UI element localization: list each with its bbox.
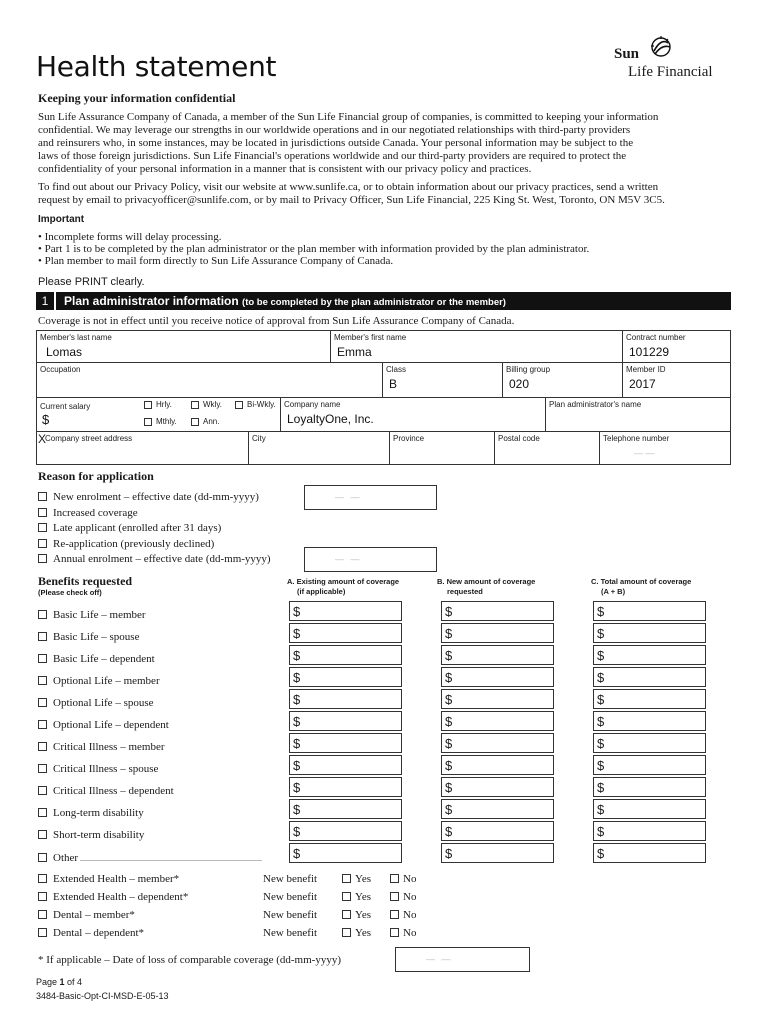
benefit-label: Critical Illness – spouse (53, 763, 159, 775)
currency-symbol: $ (293, 736, 301, 751)
coverage-notice: Coverage is not in effect until you receive notice of approval from Sun Life Assurance Company of Canada. (38, 315, 515, 327)
existing-amount-input[interactable] (289, 821, 402, 841)
benefit-checkbox[interactable] (38, 808, 47, 817)
benefit-item[interactable] (38, 697, 154, 709)
currency-symbol: $ (445, 626, 453, 641)
benefit-item[interactable] (38, 785, 174, 797)
existing-amount-input[interactable] (289, 623, 402, 643)
section-1-header (36, 292, 731, 310)
currency-symbol: $ (597, 692, 605, 707)
currency-symbol: $ (597, 604, 605, 619)
confidential-paragraph-2: To find out about our Privacy Policy, visit our website at www.sunlife.ca, or to obtain information about our privacy practices, send a written request by email to privacyofficer@sunlife.com, or by mail to Privacy Officer, Sun Life Financial, 225 King St. West, Toronto, ON M5V 3C5. (38, 181, 665, 206)
benefit-label: Optional Life – spouse (53, 697, 154, 709)
currency-symbol: $ (293, 846, 301, 861)
section-title: Plan administrator information (to be completed by the plan administrator or the member) (64, 294, 506, 308)
benefit-checkbox[interactable] (38, 742, 47, 751)
benefit-label: Basic Life – member (53, 609, 146, 621)
no-option[interactable] (390, 927, 416, 939)
class-field[interactable]: Class B (382, 362, 503, 398)
footnote-text: * If applicable – Date of loss of comparable coverage (dd-mm-yyyy) (38, 954, 341, 966)
reason-increased-coverage[interactable]: Increased coverage (38, 507, 138, 519)
occupation-field[interactable]: Occupation (36, 362, 383, 398)
yes-option[interactable] (342, 891, 371, 903)
reason-late-applicant[interactable]: Late applicant (enrolled after 31 days) (38, 522, 221, 534)
confidential-heading: Keeping your information confidential (38, 91, 236, 105)
loss-of-coverage-date-input[interactable]: — — (395, 947, 530, 972)
last-name-field[interactable]: Member's last name Lomas (36, 330, 331, 363)
health-checkbox[interactable] (38, 874, 47, 883)
benefits-subheading: (Please check off) (38, 588, 102, 597)
benefit-label: Critical Illness – dependent (53, 785, 174, 797)
benefit-label: Other (53, 852, 79, 864)
health-benefit-label: Dental – dependent* (53, 927, 145, 939)
currency-symbol: $ (293, 604, 301, 619)
benefit-checkbox[interactable] (38, 720, 47, 729)
currency-symbol: $ (597, 736, 605, 751)
province-field[interactable]: Province (389, 431, 495, 465)
reason-annual-enrolment[interactable]: Annual enrolment – effective date (dd-mm-yyyy) (38, 553, 271, 565)
important-heading: Important (38, 214, 85, 225)
health-benefit-label: Dental – member* (53, 909, 135, 921)
logo-line-2: Life Financial (628, 64, 713, 80)
yes-checkbox[interactable] (342, 910, 351, 919)
annual-checkbox[interactable]: Ann. (191, 417, 219, 426)
existing-amount-input[interactable] (289, 843, 402, 863)
currency-symbol: $ (293, 648, 301, 663)
existing-amount-input[interactable] (289, 689, 402, 709)
total-amount-input[interactable] (593, 777, 706, 797)
existing-amount-input[interactable] (289, 755, 402, 775)
benefit-label: Basic Life – dependent (53, 653, 155, 665)
total-amount-input[interactable] (593, 645, 706, 665)
benefit-checkbox[interactable] (38, 830, 47, 839)
benefit-item[interactable] (38, 829, 144, 841)
current-salary-field[interactable]: Current salary $ Hrly. Wkly. Bi-Wkly. Mthly. Ann. (36, 397, 281, 432)
yes-option[interactable] (342, 873, 371, 885)
health-benefit-item[interactable] (38, 873, 179, 885)
currency-symbol: $ (293, 714, 301, 729)
new-amount-input[interactable] (441, 821, 554, 841)
new-amount-input[interactable] (441, 645, 554, 665)
currency-symbol: $ (293, 824, 301, 839)
benefit-checkbox[interactable] (38, 676, 47, 685)
total-amount-input[interactable] (593, 667, 706, 687)
benefit-label: Basic Life – spouse (53, 631, 140, 643)
total-amount-input[interactable] (593, 623, 706, 643)
total-amount-input[interactable] (593, 799, 706, 819)
print-clearly-note: Please PRINT clearly. (38, 276, 145, 288)
other-specify-line[interactable] (80, 851, 262, 861)
no-label: No (403, 891, 417, 903)
confidential-paragraph-1: Sun Life Assurance Company of Canada, a member of the Sun Life Financial group of companies, is committed to keeping your information confidential. We may leverage our strengths in our worldwide operations and in our negotiated relationships with third-party providers and reinsurers who, in some instances, may be located in jurisdictions outside Canada. Your personal information may be subject to the laws of those foreign jurisdictions. Sun Life Financial's operations worldwide and our third-party providers are required to protect the confidentiality of your personal information in a manner that is consistent with our privacy policy and practices. (38, 111, 659, 175)
member-id-field[interactable]: Member ID 2017 (622, 362, 731, 398)
new-amount-input[interactable] (441, 733, 554, 753)
currency-symbol: $ (445, 758, 453, 773)
currency-symbol: $ (597, 802, 605, 817)
new-amount-input[interactable] (441, 777, 554, 797)
existing-amount-input[interactable] (289, 667, 402, 687)
currency-symbol: $ (445, 780, 453, 795)
total-amount-input[interactable] (593, 711, 706, 731)
biweekly-checkbox[interactable]: Bi-Wkly. (235, 400, 276, 409)
yes-checkbox[interactable] (342, 928, 351, 937)
no-label: No (403, 873, 417, 885)
important-bullets: • Incomplete forms will delay processing. • Part 1 is to be completed by the plan administrator or the plan member with information provided by the plan administrator. • Plan member to mail form directly to Sun Life Assurance Company of Canada. (38, 231, 590, 267)
new-amount-input[interactable] (441, 711, 554, 731)
new-benefit-label: New benefit (263, 873, 318, 885)
no-option[interactable] (390, 873, 416, 885)
yes-checkbox[interactable] (342, 874, 351, 883)
yes-option[interactable] (342, 927, 371, 939)
existing-amount-input[interactable] (289, 711, 402, 731)
contract-number-field[interactable]: Contract number 101229 (622, 330, 731, 363)
yes-label: Yes (355, 891, 372, 903)
benefit-checkbox[interactable] (38, 632, 47, 641)
currency-symbol: $ (445, 648, 453, 663)
benefits-heading: Benefits requested (38, 574, 133, 588)
existing-amount-input[interactable] (289, 645, 402, 665)
new-amount-input[interactable] (441, 623, 554, 643)
column-c-header: C. Total amount of coverage (A + B) (591, 577, 692, 596)
currency-symbol: $ (597, 824, 605, 839)
currency-symbol: $ (445, 692, 453, 707)
no-label: No (403, 909, 417, 921)
total-amount-input[interactable] (593, 733, 706, 753)
new-benefit-label: New benefit (263, 909, 318, 921)
yes-option[interactable] (342, 909, 371, 921)
currency-symbol: $ (445, 604, 453, 619)
currency-symbol: $ (597, 648, 605, 663)
total-amount-input[interactable] (593, 843, 706, 863)
currency-symbol: $ (445, 824, 453, 839)
health-checkbox[interactable] (38, 892, 47, 901)
new-enrolment-date-input[interactable]: — — (304, 485, 437, 510)
total-amount-input[interactable] (593, 821, 706, 841)
no-checkbox[interactable] (390, 910, 399, 919)
total-amount-input[interactable] (593, 755, 706, 775)
yes-label: Yes (355, 873, 372, 885)
existing-amount-input[interactable] (289, 601, 402, 621)
section-number: 1 (36, 292, 56, 310)
no-label: No (403, 927, 417, 939)
currency-symbol: $ (597, 714, 605, 729)
column-b-header: B. New amount of coverage requested (437, 577, 536, 596)
no-option[interactable] (390, 891, 416, 903)
currency-symbol: $ (293, 780, 301, 795)
health-benefit-item[interactable] (38, 891, 188, 903)
benefit-label: Optional Life – dependent (53, 719, 169, 731)
reason-new-enrolment[interactable]: New enrolment – effective date (dd-mm-yyyy) (38, 491, 259, 503)
yes-label: Yes (355, 927, 372, 939)
currency-symbol: $ (597, 846, 605, 861)
new-amount-input[interactable] (441, 689, 554, 709)
benefit-item[interactable] (38, 609, 146, 621)
currency-symbol: $ (293, 692, 301, 707)
new-amount-input[interactable] (441, 667, 554, 687)
currency-symbol: $ (445, 802, 453, 817)
benefit-checkbox[interactable] (38, 654, 47, 663)
x-mark: X (38, 432, 47, 446)
yes-checkbox[interactable] (342, 892, 351, 901)
currency-symbol: $ (597, 758, 605, 773)
currency-symbol: $ (293, 626, 301, 641)
page-number: Page 1 of 4 (36, 977, 83, 987)
monthly-checkbox[interactable]: Mthly. (144, 417, 177, 426)
reason-re-application[interactable]: Re-application (previously declined) (38, 538, 214, 550)
currency-symbol: $ (293, 670, 301, 685)
city-field[interactable]: City (248, 431, 390, 465)
health-checkbox[interactable] (38, 910, 47, 919)
benefit-label: Critical Illness – member (53, 741, 165, 753)
existing-amount-input[interactable] (289, 733, 402, 753)
yes-label: Yes (355, 909, 372, 921)
currency-symbol: $ (445, 846, 453, 861)
sun-life-logo (612, 34, 736, 82)
benefit-label: Long-term disability (53, 807, 144, 819)
no-option[interactable] (390, 909, 416, 921)
currency-symbol: $ (293, 802, 301, 817)
currency-symbol: $ (597, 670, 605, 685)
currency-symbol: $ (445, 714, 453, 729)
new-benefit-label: New benefit (263, 927, 318, 939)
no-checkbox[interactable] (390, 928, 399, 937)
existing-amount-input[interactable] (289, 799, 402, 819)
benefit-checkbox[interactable] (38, 698, 47, 707)
benefit-item[interactable] (38, 741, 165, 753)
total-amount-input[interactable] (593, 601, 706, 621)
benefit-item[interactable] (38, 851, 262, 864)
new-amount-input[interactable] (441, 755, 554, 775)
reason-heading: Reason for application (38, 469, 154, 483)
benefit-item[interactable] (38, 807, 144, 819)
billing-group-field[interactable]: Billing group 020 (502, 362, 623, 398)
postal-code-field[interactable]: Postal code (494, 431, 600, 465)
benefit-label: Short-term disability (53, 829, 145, 841)
currency-symbol: $ (597, 626, 605, 641)
no-checkbox[interactable] (390, 892, 399, 901)
total-amount-input[interactable] (593, 689, 706, 709)
benefit-item[interactable] (38, 653, 155, 665)
plan-administrator-name-field[interactable]: Plan administrator's name (545, 397, 731, 432)
no-checkbox[interactable] (390, 874, 399, 883)
new-benefit-label: New benefit (263, 891, 318, 903)
benefit-item[interactable] (38, 763, 158, 775)
benefit-label: Optional Life – member (53, 675, 160, 687)
annual-enrolment-date-input[interactable]: — — (304, 547, 437, 572)
benefit-item[interactable] (38, 631, 139, 643)
health-benefit-item[interactable] (38, 909, 135, 921)
company-street-address-field[interactable]: Company street address X (36, 431, 249, 465)
benefit-checkbox[interactable] (38, 786, 47, 795)
benefit-checkbox[interactable] (38, 610, 47, 619)
benefit-checkbox[interactable] (38, 764, 47, 773)
form-code: 3484-Basic-Opt-CI-MSD-E-05-13 (36, 991, 169, 1001)
health-benefit-item[interactable] (38, 927, 144, 939)
hourly-checkbox[interactable]: Hrly. (144, 400, 172, 409)
benefit-item[interactable] (38, 675, 160, 687)
logo-line-1: Sun (614, 46, 640, 62)
telephone-field[interactable]: Telephone number — — (599, 431, 731, 465)
health-benefit-label: Extended Health – dependent* (53, 891, 189, 903)
first-name-field[interactable]: Member's first name Emma (330, 330, 623, 363)
new-amount-input[interactable] (441, 799, 554, 819)
new-amount-input[interactable] (441, 601, 554, 621)
new-amount-input[interactable] (441, 843, 554, 863)
benefit-checkbox[interactable] (38, 853, 47, 862)
company-name-field[interactable]: Company name LoyaltyOne, Inc. (280, 397, 546, 432)
currency-symbol: $ (293, 758, 301, 773)
weekly-checkbox[interactable]: Wkly. (191, 400, 222, 409)
currency-symbol: $ (445, 736, 453, 751)
page-title: Health statement (36, 50, 277, 83)
sun-logo-icon (648, 34, 674, 60)
column-a-header: A. Existing amount of coverage (if applicable) (287, 577, 400, 596)
currency-symbol: $ (597, 780, 605, 795)
currency-symbol: $ (445, 670, 453, 685)
health-checkbox[interactable] (38, 928, 47, 937)
health-benefit-label: Extended Health – member* (53, 873, 180, 885)
existing-amount-input[interactable] (289, 777, 402, 797)
benefit-item[interactable] (38, 719, 169, 731)
